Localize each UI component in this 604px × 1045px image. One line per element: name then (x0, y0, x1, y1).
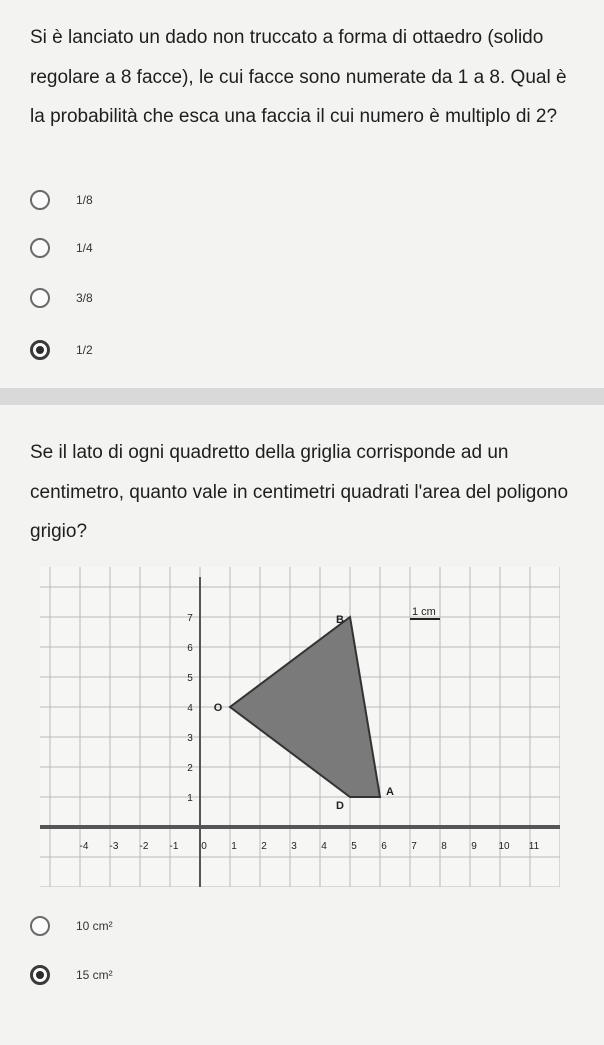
x-tick-label: 5 (351, 841, 357, 852)
option-label: 1/8 (76, 193, 93, 207)
x-tick-label: 1 (231, 841, 237, 852)
radio-button-selected[interactable] (30, 340, 50, 360)
grid-figure (40, 567, 560, 892)
option-15-cm2[interactable] (30, 960, 113, 990)
x-tick-label: 11 (528, 841, 540, 852)
vertex-label: A (386, 786, 394, 798)
y-tick-label: 1 (187, 793, 193, 804)
polygon-grid (40, 567, 560, 887)
x-tick-label: -3 (109, 841, 119, 852)
y-tick-label: 6 (187, 643, 193, 654)
scale-label: 1 cm (412, 606, 436, 618)
y-tick-label: 4 (187, 703, 193, 714)
x-tick-label: 2 (261, 841, 267, 852)
option-1-2[interactable] (30, 335, 93, 365)
x-tick-label: 7 (411, 841, 417, 852)
option-10-cm2[interactable] (30, 911, 113, 941)
radio-button[interactable] (30, 288, 50, 308)
radio-button[interactable] (30, 190, 50, 210)
question-2-text: Se il lato di ogni quadretto della griglia corrisponde ad un centimetro, quanto vale in centimetri quadrati l'area del poligono grigio? (30, 442, 569, 542)
x-tick-label: 0 (201, 841, 207, 852)
y-tick-label: 3 (187, 733, 193, 744)
question-card-1 (0, 0, 604, 388)
option-label: 3/8 (76, 291, 93, 305)
option-1-8[interactable] (30, 185, 93, 215)
vertex-label: D (336, 800, 344, 812)
x-tick-label: 3 (291, 841, 297, 852)
x-tick-label: -4 (79, 841, 89, 852)
option-1-4[interactable] (30, 233, 93, 263)
radio-button[interactable] (30, 916, 50, 936)
vertex-label: B (336, 614, 344, 626)
option-3-8[interactable] (30, 283, 93, 313)
option-label: 1/2 (76, 343, 93, 357)
option-label: 10 cm² (76, 919, 113, 933)
x-tick-label: -1 (169, 841, 179, 852)
option-label: 1/4 (76, 241, 93, 255)
question-1-text: Si è lanciato un dado non truccato a forma di ottaedro (solido regolare a 8 facce), le cui facce sono numerate da 1 a 8. Qual è la probabilità che esca una faccia il cui numero è multiplo di 2? (30, 27, 567, 127)
question-card-2 (0, 405, 604, 1045)
radio-button-selected[interactable] (30, 965, 50, 985)
radio-button[interactable] (30, 238, 50, 258)
y-tick-label: 2 (187, 763, 193, 774)
x-tick-label: 9 (471, 841, 477, 852)
x-tick-label: 4 (321, 841, 327, 852)
x-tick-label: -2 (139, 841, 149, 852)
vertex-label: O (213, 702, 223, 714)
option-label: 15 cm² (76, 968, 113, 982)
y-tick-label: 7 (187, 613, 193, 624)
x-tick-label: 6 (381, 841, 387, 852)
x-tick-label: 8 (441, 841, 447, 852)
y-tick-label: 5 (187, 673, 193, 684)
x-tick-label: 10 (498, 841, 510, 852)
